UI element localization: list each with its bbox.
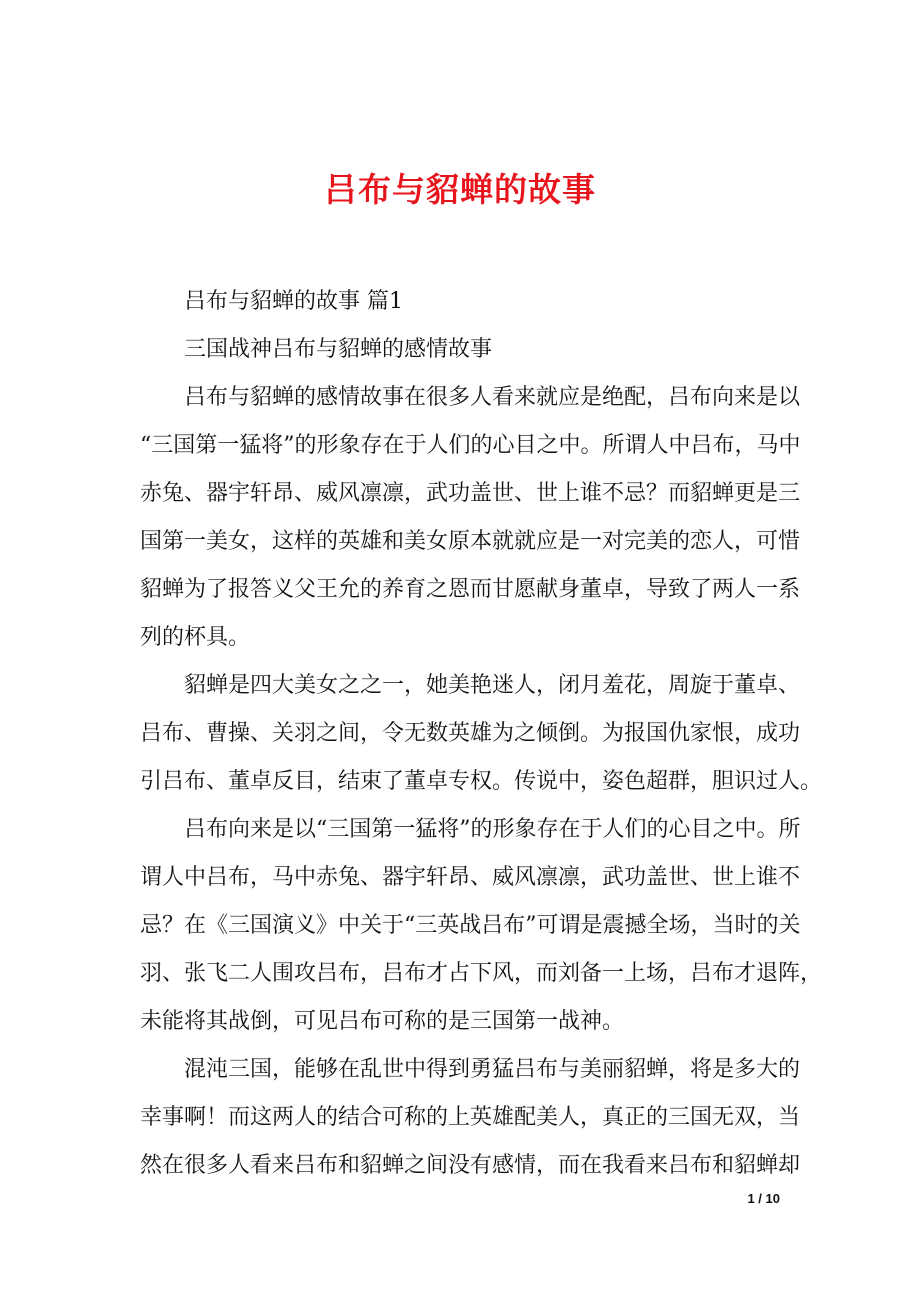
text-line: 引吕布、董卓反目，结束了董卓专权。传说中，姿色超群，胆识过人。 bbox=[140, 769, 823, 794]
text-line: 国第一美女，这样的英雄和美女原本就就应是一对完美的恋人，可惜 bbox=[140, 529, 801, 554]
text-line: 貂蝉为了报答义父王允的养育之恩而甘愿献身董卓，导致了两人一系 bbox=[140, 577, 801, 602]
text-line: 赤兔、器宇轩昂、威风凛凛，武功盖世、世上谁不忌？而貂蝉更是三 bbox=[140, 481, 801, 506]
text-line: 列的杯具。 bbox=[140, 625, 251, 650]
text-line: 三国战神吕布与貂蝉的感情故事 bbox=[184, 337, 493, 362]
text-line: 貂蝉是四大美女之之一，她美艳迷人，闭月羞花，周旋于董卓、 bbox=[184, 673, 801, 698]
text-line: 混沌三国，能够在乱世中得到勇猛吕布与美丽貂蝉，将是多大的 bbox=[184, 1057, 801, 1082]
document-body bbox=[140, 278, 823, 1190]
text-line: 吕布、曹操、关羽之间，令无数英雄为之倾倒。为报国仇家恨，成功 bbox=[140, 721, 801, 746]
text-line: 羽、张飞二人围攻吕布，吕布才占下风，而刘备一上场，吕布才退阵， bbox=[140, 961, 823, 986]
document-title: 吕布与貂蝉的故事 bbox=[324, 170, 596, 210]
page-number: 1 / 10 bbox=[747, 1191, 780, 1206]
text-line: 吕布与貂蝉的故事 篇1 bbox=[184, 289, 403, 314]
text-line: 忌？在《三国演义》中关于“三英战吕布”可谓是震撼全场，当时的关 bbox=[140, 913, 801, 938]
text-line: 未能将其战倒，可见吕布可称的是三国第一战神。 bbox=[140, 1009, 625, 1034]
text-line: 谓人中吕布，马中赤兔、器宇轩昂、威风凛凛，武功盖世、世上谁不 bbox=[140, 865, 801, 890]
text-line: 吕布向来是以“三国第一猛将”的形象存在于人们的心目之中。所 bbox=[184, 817, 801, 842]
text-line: 幸事啊！而这两人的结合可称的上英雄配美人，真正的三国无双，当 bbox=[140, 1105, 801, 1130]
text-line: “三国第一猛将”的形象存在于人们的心目之中。所谓人中吕布，马中 bbox=[140, 433, 801, 458]
text-line: 然在很多人看来吕布和貂蝉之间没有感情，而在我看来吕布和貂蝉却 bbox=[140, 1153, 801, 1178]
text-line: 吕布与貂蝉的感情故事在很多人看来就应是绝配，吕布向来是以 bbox=[184, 385, 801, 410]
